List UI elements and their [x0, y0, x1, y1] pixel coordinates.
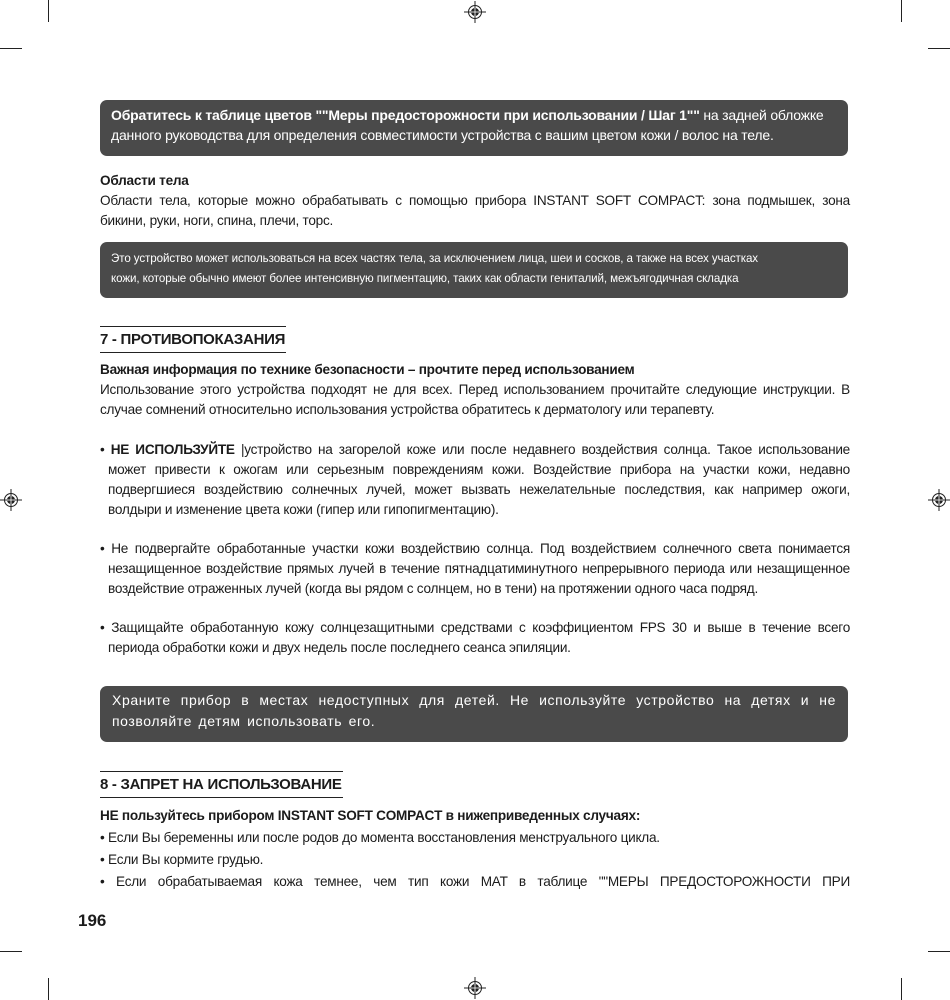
- body-areas-text: Области тела, которые можно обрабатывать с помощью прибора INSTANT SOFT COMPACT: зона подмышек, зона бикини, руки, ноги, спина, плечи, торс.: [100, 193, 850, 228]
- restriction-subheading: НЕ пользуйтесь прибором INSTANT SOFT COMPACT в нижеприведенных случаях:: [100, 808, 641, 823]
- exclusion-note-box: [100, 242, 848, 298]
- color-chart-notice-box: [100, 100, 848, 156]
- color-chart-notice-bold: Обратитесь к таблице цветов ""Меры предосторожности при использовании / Шаг 1"": [111, 107, 700, 123]
- child-warning-text: Храните прибор в местах недоступных для детей. Не используйте устройство на детях и не позволяйте детям использовать его.: [112, 692, 836, 729]
- bullet-avoid-sun: • Не подвергайте обработанные участки кожи воздействию солнца. Под воздействием солнечного света понимается незащищенное воздействие прямых лучей в течение пятнадцатиминутного непрерывного периода или незащищенное воздействие отраженных лучей (когда вы рядом с солнцем, но в тени) на протяжении одного часа подряд.: [100, 541, 850, 596]
- body-areas-section: [100, 171, 850, 231]
- restriction-item-skin-type: • Если обрабатываемая кожа темнее, чем тип кожи MAT в таблице ""МЕРЫ ПРЕДОСТОРОЖНОСТИ ПРИ: [100, 874, 850, 889]
- bullet-sun-exposure: • НЕ ИСПОЛЬЗУЙТЕ |устройство на загорелой коже или после недавнего воздействия солнца. Такое использование может привести к ожогам или серьезным повреждениям кожи. Воздействие прибора на участки кожи, недавно подвергшиеся воздействию солнечных лучей, может вызвать нежелательные последствия, как например ожоги, волдыри и изменение цвета кожи (гипер или гипопигментацию).: [100, 442, 850, 517]
- body-areas-heading: Области тела: [100, 173, 189, 188]
- child-warning-box: [100, 686, 848, 742]
- crop-mark-icon: [901, 0, 902, 22]
- color-chart-notice-rest: на задней обложке: [699, 107, 824, 123]
- bullet-sunscreen-text: Защищайте обработанную кожу солнцезащитными средствами с коэффициентом FPS 30 и выше в течение всего периода обработки кожи и двух недель после последнего сеанса эпиляции.: [108, 620, 850, 655]
- restriction-item-pregnancy: • Если Вы беременны или после родов до момента восстановления менструального цикла.: [100, 830, 660, 845]
- safety-subheading: Важная информация по технике безопасности – прочтите перед использованием: [100, 362, 635, 377]
- registration-crosshair-icon: [464, 977, 486, 999]
- crop-mark-icon: [0, 48, 22, 49]
- crop-mark-icon: [928, 951, 950, 952]
- exclusion-note-line1: Это устройство может использоваться на всех частях тела, за исключением лица, шеи и сосков, а также на всех участках: [111, 252, 758, 265]
- restriction-item-breastfeeding: • Если Вы кормите грудью.: [100, 852, 264, 867]
- section-8-content: [100, 806, 850, 892]
- registration-crosshair-icon: [0, 489, 22, 511]
- page-number: 196: [78, 911, 107, 930]
- crop-mark-icon: [0, 951, 22, 952]
- safety-intro: Использование этого устройства подходят не для всех. Перед использованием прочитайте следующие инструкции. В случае сомнений относительно использования устройства обратитесь к дерматологу или терапевту.: [100, 382, 850, 417]
- color-chart-notice-line2: данного руководства для определения совместимости устройства с вашим цветом кожи / волос на теле.: [111, 127, 774, 143]
- registration-crosshair-icon: [928, 489, 950, 511]
- bullet-avoid-sun-text: Не подвергайте обработанные участки кожи воздействию солнца. Под воздействием солнечного света понимается незащищенное воздействие прямых лучей в течение пятнадцатиминутного непрерывного периода или незащищенное воздействие отраженных лучей (когда вы рядом с солнцем, но в тени) на протяжении одного часа подряд.: [108, 541, 850, 596]
- color-chart-notice-line1: [111, 105, 838, 125]
- do-not-use-label: НЕ ИСПОЛЬЗУЙТЕ: [110, 442, 235, 457]
- crop-mark-icon: [901, 978, 902, 1000]
- bullet-sun-exposure-text: |устройство на загорелой коже или после недавнего воздействия солнца. Такое использование может привести к ожогам или серьезным повреждениям кожи. Воздействие прибора на участки кожи, недавно подвергшиеся воздействию солнечных лучей, может вызвать нежелательные последствия, как например ожоги, волдыри и изменение цвета кожи (гипер или гипопигментацию).: [108, 442, 850, 517]
- registration-crosshair-icon: [464, 1, 486, 23]
- exclusion-note-line2: кожи, которые обычно имеют более интенсивную пигментацию, таких как области гениталий, межъягодичная складка: [111, 272, 739, 285]
- section-7-title: 7 - ПРОТИВОПОКАЗАНИЯ: [100, 326, 286, 353]
- crop-mark-icon: [48, 0, 49, 22]
- section-8-title: 8 - ЗАПРЕТ НА ИСПОЛЬЗОВАНИЕ: [100, 771, 343, 798]
- crop-mark-icon: [928, 48, 950, 49]
- crop-mark-icon: [48, 978, 49, 1000]
- section-7-content: [100, 360, 850, 658]
- bullet-sunscreen: • Защищайте обработанную кожу солнцезащитными средствами с коэффициентом FPS 30 и выше в течение всего периода обработки кожи и двух недель после последнего сеанса эпиляции.: [100, 620, 850, 655]
